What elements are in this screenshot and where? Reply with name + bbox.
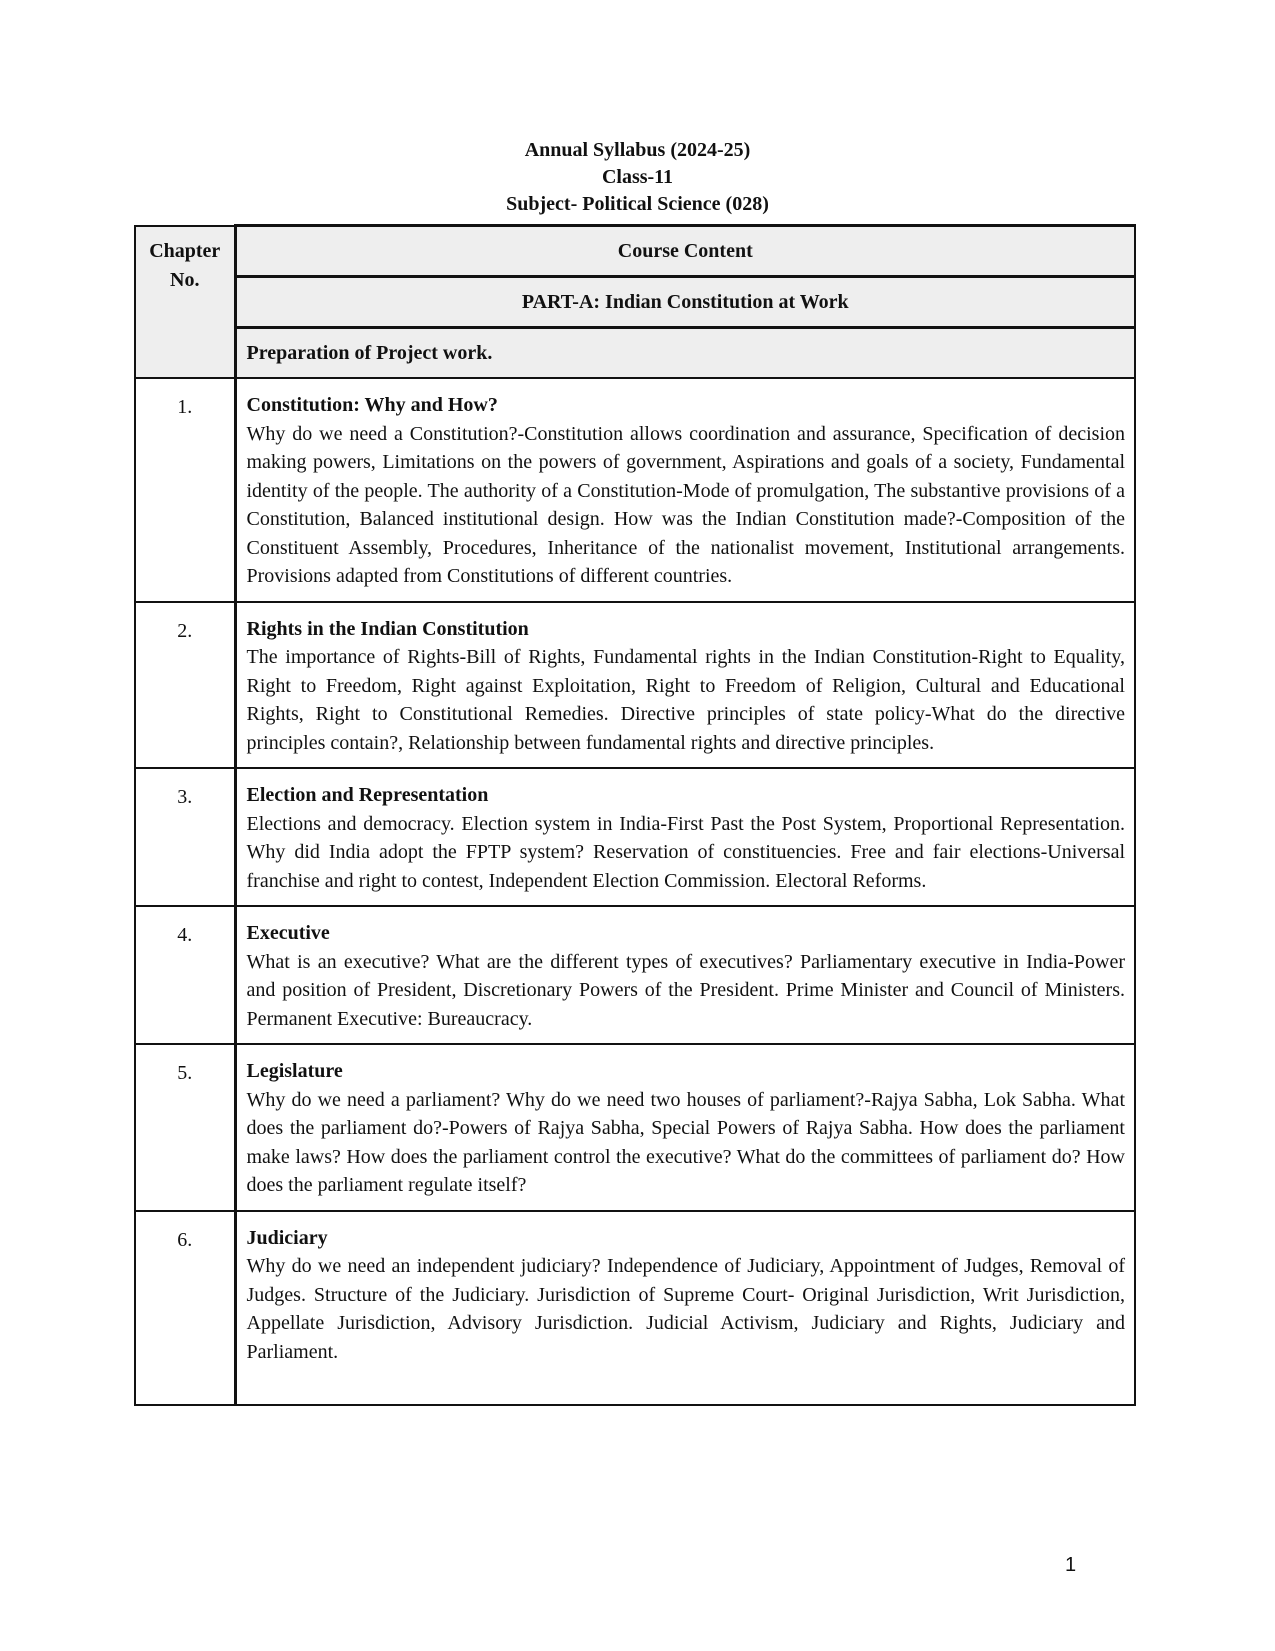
table-row: [135, 378, 1135, 602]
chapter-number: 3.: [135, 768, 235, 906]
table-row: [135, 906, 1135, 1044]
chapter-description: The importance of Rights-Bill of Rights, Fundamental rights in the Indian Constitution-Right to Equality, Right to Freedom, Right against Exploitation, Right to Freedom of Religion, Cultural and Educational Rights, Right to Constitutional Remedies. Directive principles of state policy-What do the directive principles contain?, Relationship between fundamental rights and directive principles.: [246, 646, 1125, 754]
project-work-label: Preparation of Project work.: [235, 328, 1135, 379]
chapter-content: [235, 602, 1135, 769]
chapter-description: Why do we need an independent judiciary? Independence of Judiciary, Appointment of Judges, Removal of Judges. Structure of the Judiciary. Jurisdiction of Supreme Court- Original Jurisdiction, Writ Jurisdiction, Appellate Jurisdiction, Advisory Jurisdiction. Judicial Activism, Judiciary and Rights, Judiciary and Parliament.: [246, 1255, 1125, 1363]
subject-label: Subject- Political Science (028): [506, 193, 769, 215]
chapter-title: Executive: [246, 922, 330, 944]
chapter-content: [235, 768, 1135, 906]
document-header: [0, 137, 1275, 218]
chapter-title: Judiciary: [246, 1226, 328, 1249]
chapter-content: [235, 906, 1135, 1044]
syllabus-table: [134, 224, 1136, 1406]
chapter-number: 1.: [135, 378, 235, 602]
chapter-number: 4.: [135, 906, 235, 1044]
project-row: [135, 328, 1135, 379]
chapter-content: [235, 1044, 1135, 1211]
chapter-number: 6.: [135, 1211, 235, 1406]
table-row: [135, 1211, 1135, 1406]
chapter-number: 5.: [135, 1044, 235, 1211]
page-number: 1: [1065, 1554, 1077, 1576]
chapter-content: [235, 1211, 1135, 1406]
part-title: PART-A: Indian Constitution at Work: [235, 277, 1135, 328]
class-label: Class-11: [601, 166, 674, 188]
table-row: [135, 1044, 1135, 1211]
table-row: [135, 768, 1135, 906]
chapter-description: What is an executive? What are the different types of executives? Parliamentary executive in India-Power and position of President, Discretionary Powers of the President. Prime Minister and Council of Ministers. Permanent Executive: Bureaucracy.: [246, 950, 1125, 1030]
chapter-description: Elections and democracy. Election system in India-First Past the Post System, Proportional Representation. Why did India adopt the FPTP system? Reservation of constituencies. Free and fair elections-Universal franchise and right to contest, Independent Election Commission. Electoral Reforms.: [246, 812, 1125, 892]
header-row: [135, 226, 1135, 277]
chapter-title: Legislature: [246, 1060, 343, 1082]
chapter-number: 2.: [135, 602, 235, 769]
table-row: [135, 602, 1135, 769]
chapter-title: Rights in the Indian Constitution: [246, 617, 529, 640]
chapter-title: Constitution: Why and How?: [246, 394, 498, 416]
syllabus-title: Annual Syllabus (2024-25): [524, 139, 751, 161]
course-content-header: Course Content: [235, 226, 1135, 277]
chapter-no-header: Chapter No.: [135, 226, 235, 379]
chapter-content: [235, 378, 1135, 602]
chapter-description: Why do we need a Constitution?-Constitution allows coordination and assurance, Specification of decision making powers, Limitations on the powers of government, Aspirations and goals of a society, Fundamental identity of the people. The authority of a Constitution-Mode of promulgation, The substantive provisions of a Constitution, Balanced institutional design. How was the Indian Constitution made?-Composition of the Constituent Assembly, Procedures, Inheritance of the nationalist movement, Institutional arrangements. Provisions adapted from Constitutions of different countries.: [246, 422, 1125, 587]
chapter-description: Why do we need a parliament? Why do we need two houses of parliament?-Rajya Sabha, Lok Sabha. What does the parliament do?-Powers of Rajya Sabha, Special Powers of Rajya Sabha. How does the parliament make laws? How does the parliament control the executive? What do the committees of parliament do? How does the parliament regulate itself?: [246, 1088, 1125, 1196]
part-row: [135, 277, 1135, 328]
chapter-title: Election and Representation: [246, 784, 489, 806]
